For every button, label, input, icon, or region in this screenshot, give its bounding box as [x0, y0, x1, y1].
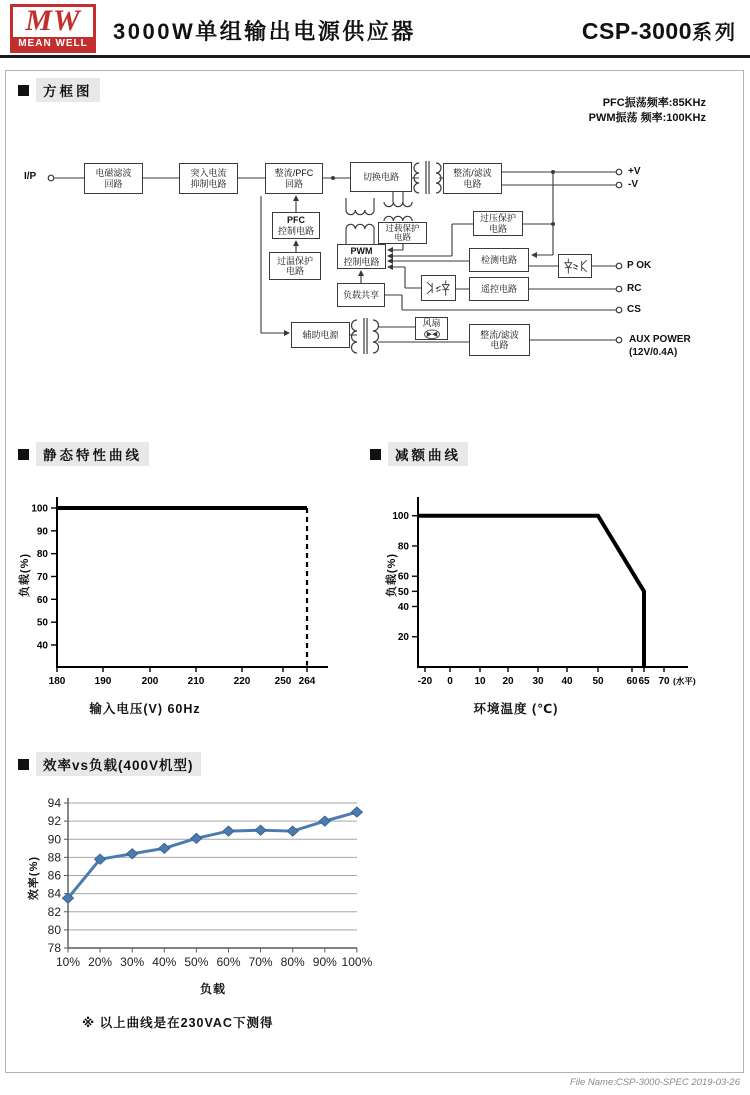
block-fan: 风扇 — [415, 317, 448, 340]
svg-text:40: 40 — [561, 676, 573, 687]
block-output-rectifier-filter: 整流/滤波 电路 — [443, 163, 502, 194]
svg-text:20%: 20% — [88, 955, 113, 969]
block-emi-filter: 电磁滤波 回路 — [84, 163, 143, 194]
svg-text:250: 250 — [274, 676, 292, 687]
svg-text:94: 94 — [47, 796, 61, 810]
svg-text:60%: 60% — [216, 955, 241, 969]
svg-text:65: 65 — [638, 676, 650, 687]
svg-text:70%: 70% — [248, 955, 273, 969]
svg-text:50: 50 — [397, 586, 409, 598]
static-characteristics-chart — [10, 485, 360, 720]
series-title — [582, 16, 738, 45]
svg-text:30: 30 — [532, 676, 544, 687]
block-over-temp-protection: 过温保护 电路 — [269, 252, 321, 280]
section-derating-curve — [370, 442, 468, 466]
section-label: 静态特性曲线 — [36, 442, 149, 466]
svg-text:40: 40 — [36, 640, 48, 652]
svg-text:50: 50 — [36, 617, 48, 629]
svg-text:100: 100 — [31, 503, 48, 515]
mean-well-logo-icon — [10, 4, 96, 53]
section-marker-icon — [18, 449, 29, 460]
section-marker-icon — [370, 449, 381, 460]
svg-text:60: 60 — [626, 676, 638, 687]
block-remote-control: 遥控电路 — [469, 277, 529, 301]
svg-text:70: 70 — [36, 571, 48, 583]
block-aux-rectifier-filter: 整流/滤波 电路 — [469, 324, 530, 356]
chart2-y-axis-title: 负载(%) — [386, 552, 398, 598]
svg-text:100: 100 — [392, 511, 409, 523]
pfc-frequency-note: PFC振荡频率:85KHz — [602, 97, 706, 109]
svg-text:220: 220 — [233, 676, 251, 687]
block-switching-circuit: 切换电路 — [350, 162, 412, 192]
svg-text:80: 80 — [397, 541, 409, 553]
svg-text:86: 86 — [47, 868, 61, 883]
terminal-pok: P OK — [627, 260, 652, 271]
logo-mw-text: MW — [25, 4, 81, 37]
svg-text:10%: 10% — [55, 955, 81, 969]
block-diagram — [0, 90, 750, 430]
svg-text:90: 90 — [47, 832, 61, 847]
section-label: 方框图 — [36, 78, 100, 102]
block-optocoupler-pok — [558, 254, 592, 278]
svg-text:30%: 30% — [120, 955, 145, 969]
svg-text:210: 210 — [187, 676, 205, 687]
terminal-cs: CS — [627, 304, 641, 315]
svg-text:82: 82 — [47, 904, 61, 919]
svg-text:88: 88 — [47, 850, 61, 865]
svg-text:20: 20 — [502, 676, 514, 687]
chart3-x-axis-title: 负载 — [199, 982, 226, 996]
optocoupler-icon — [423, 277, 454, 299]
chart3-y-axis-title: 效率(%) — [28, 855, 40, 901]
svg-text:180: 180 — [48, 676, 66, 687]
svg-text:80%: 80% — [280, 955, 305, 969]
terminal-aux-spec: (12V/0.4A) — [629, 347, 678, 358]
terminal-vplus: +V — [628, 166, 641, 177]
series-suffix: 系列 — [692, 22, 738, 44]
terminal-aux-power: AUX POWER — [629, 334, 691, 345]
svg-text:60: 60 — [397, 571, 409, 583]
block-detection-circuit: 检测电路 — [469, 248, 529, 272]
svg-text:264: 264 — [298, 676, 316, 687]
optocoupler-icon — [560, 256, 590, 276]
terminal-vminus: -V — [628, 179, 638, 190]
block-over-voltage-protection: 过压保护 电路 — [473, 211, 523, 236]
svg-text:(水平): (水平) — [673, 676, 696, 686]
svg-text:40%: 40% — [152, 955, 177, 969]
derating-curve-chart — [365, 485, 725, 720]
svg-text:78: 78 — [47, 941, 61, 955]
logo-brand-text: MEAN WELL — [13, 37, 93, 50]
svg-text:50: 50 — [592, 676, 604, 687]
block-overload-protection: 过载保护 电路 — [378, 222, 427, 244]
svg-text:200: 200 — [141, 676, 159, 687]
pwm-frequency-note: PWM振荡 频率:100KHz — [588, 111, 706, 124]
svg-text:90: 90 — [36, 526, 48, 538]
block-pfc-control: PFC 控制电路 — [272, 212, 320, 239]
svg-text:40: 40 — [397, 601, 409, 613]
block-pwm-control: PWM 控制电路 — [337, 244, 386, 269]
svg-text:100%: 100% — [341, 955, 373, 969]
svg-text:84: 84 — [47, 886, 61, 901]
svg-text:80: 80 — [36, 549, 48, 561]
section-marker-icon — [18, 759, 29, 770]
svg-text:60: 60 — [36, 594, 48, 606]
chart1-series — [57, 508, 307, 666]
measurement-footnote: ※ 以上曲线是在230VAC下测得 — [82, 1016, 274, 1030]
terminal-rc: RC — [627, 283, 642, 294]
svg-text:190: 190 — [94, 676, 112, 687]
svg-text:20: 20 — [397, 632, 409, 644]
block-rectifier-pfc: 整流/PFC 回路 — [265, 163, 323, 194]
page-title: 3000W单组输出电源供应器 — [113, 19, 416, 44]
block-inrush-limit: 突入电流 抑制电路 — [179, 163, 238, 194]
chart1-axes — [31, 497, 328, 687]
block-optocoupler-rc — [421, 275, 456, 301]
block-aux-power-source: 辅助电源 — [291, 322, 350, 348]
chart2-x-axis-title: 环境温度 (℃) — [473, 702, 559, 716]
section-label: 减额曲线 — [388, 442, 468, 466]
series-code: CSP-3000 — [581, 18, 692, 44]
header-rule — [0, 55, 750, 58]
chart2-series — [418, 516, 644, 667]
section-label: 效率vs负载(400V机型) — [36, 752, 201, 776]
svg-text:92: 92 — [47, 814, 61, 829]
section-efficiency — [18, 752, 201, 776]
svg-text:70: 70 — [658, 676, 670, 687]
block-load-sharing: 负载共享 — [337, 283, 385, 307]
svg-text:0: 0 — [447, 676, 453, 687]
svg-text:50%: 50% — [184, 955, 209, 969]
section-static-curve — [18, 442, 149, 466]
chart2-axes — [392, 497, 696, 687]
svg-text:-20: -20 — [417, 676, 433, 687]
svg-text:80: 80 — [47, 922, 61, 937]
svg-text:90%: 90% — [312, 955, 337, 969]
chart1-x-axis-title: 输入电压(V) 60Hz — [89, 702, 201, 716]
file-name-footer: File Name:CSP-3000-SPEC 2019-03-26 — [569, 1077, 740, 1088]
svg-text:10: 10 — [474, 676, 486, 687]
fan-icon — [422, 329, 442, 340]
terminal-input: I/P — [24, 171, 37, 182]
wire-lines — [54, 172, 616, 342]
chart1-y-axis-title: 负载(%) — [19, 552, 31, 598]
